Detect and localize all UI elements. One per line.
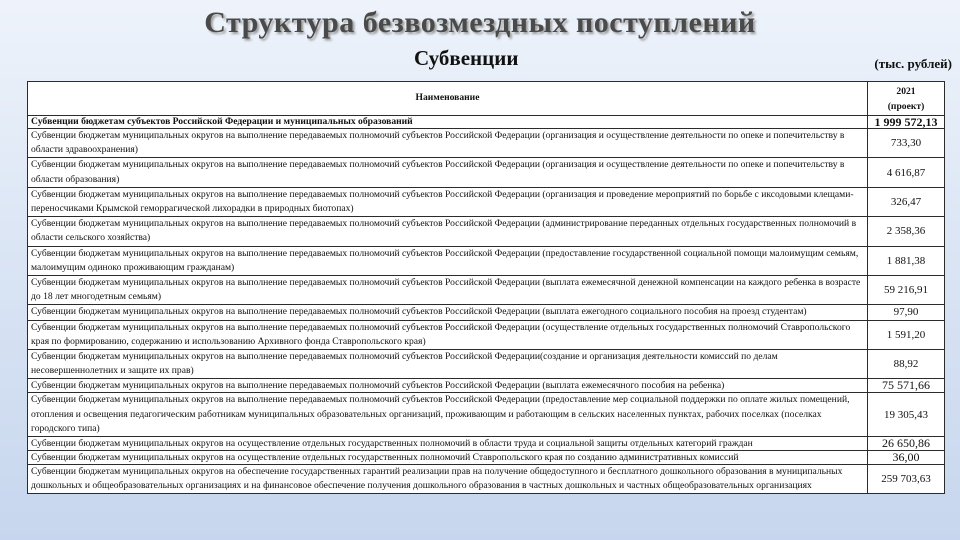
row-value: 88,92 (868, 350, 945, 379)
row-value: 1 881,38 (868, 246, 945, 275)
row-value: 326,47 (868, 187, 945, 216)
subventions-table (27, 81, 945, 494)
row-name: Субвенции бюджетам муниципальных округов на осуществление отдельных государственных полномочий в области труда и социальной защиты отдельных категорий граждан (28, 437, 868, 451)
header-year-label: 2021 (896, 85, 916, 97)
table-row (28, 246, 945, 275)
table-row (28, 465, 945, 494)
row-name: Субвенции бюджетам муниципальных округов на выполнение передаваемых полномочий субъектов Российской Федерации (организация и проведение мероприятий по борьбе с иксодовыми клещами-переносчиками Крымской геморрагической лихорадки в природных биотопах) (28, 187, 868, 216)
table-row (28, 320, 945, 349)
row-name: Субвенции бюджетам муниципальных округов на выполнение передаваемых полномочий субъектов Российской Федерации (предоставление государственной социальной помощи малоимущим семьям, малоимущим одиноко проживающим гражданам) (28, 246, 868, 275)
table-row (28, 437, 945, 451)
row-value: 1 591,20 (868, 320, 945, 349)
total-name: Субвенции бюджетам субъектов Российской Федерации и муниципальных образований (28, 116, 868, 129)
row-value: 59 216,91 (868, 276, 945, 305)
row-value: 75 571,66 (868, 379, 945, 393)
row-value: 36,00 (868, 451, 945, 465)
table-row (28, 379, 945, 393)
row-value: 4 616,87 (868, 158, 945, 187)
row-name: Субвенции бюджетам муниципальных округов на обеспечение государственных гарантий реализации прав на получение общедоступного и бесплатного дошкольного образования в муниципальных дошкольных и общеобразовательных организациях и на финансовое обеспечение получения дошкольного образования в частных дошкольных и частных общеобразовательных организациях (28, 465, 868, 494)
row-value: 26 650,86 (868, 437, 945, 451)
table-row (28, 158, 945, 187)
row-name: Субвенции бюджетам муниципальных округов на выполнение передаваемых полномочий субъектов Российской Федерации (организация и осуществление деятельности по опеке и попечительству в области образования) (28, 158, 868, 187)
table-row (28, 129, 945, 158)
row-value: 259 703,63 (868, 465, 945, 494)
units-label: (тыс. рублей) (874, 56, 952, 71)
row-name: Субвенции бюджетам муниципальных округов на осуществление отдельных государственных полномочий Ставропольского края по созданию административных комиссий (28, 451, 868, 465)
total-row (28, 116, 945, 129)
row-name: Субвенции бюджетам муниципальных округов на выполнение передаваемых полномочий субъектов Российской Федерации (осуществление отдельных государственных полномочий Ставропольского края по формированию, содержанию и использованию Архивного фонда Ставропольского края) (28, 320, 868, 349)
table-row (28, 451, 945, 465)
page-subtitle: Субвенции (414, 46, 519, 70)
row-value: 733,30 (868, 129, 945, 158)
table-row (28, 217, 945, 246)
row-name: Субвенции бюджетам муниципальных округов на выполнение передаваемых полномочий субъектов Российской Федерации (выплата ежемесячной денежной компенсации на каждого ребенка в возрасте до 18 лет многодетным семьям) (28, 276, 868, 305)
row-name: Субвенции бюджетам муниципальных округов на выполнение передаваемых полномочий субъектов Российской Федерации (предоставление мер социальной поддержки по оплате жилых помещений, отопления и освещения педагогическим работникам муниципальных образовательных организаций, проживающим и работающим в сельских населенных пунктах, рабочих поселках (поселках городского типа) (28, 393, 868, 437)
total-value: 1 999 572,13 (868, 116, 945, 129)
header-name: Наименование (28, 82, 868, 116)
header-year (868, 82, 945, 116)
table-row (28, 393, 945, 437)
row-value: 2 358,36 (868, 217, 945, 246)
row-value: 97,90 (868, 305, 945, 320)
row-name: Субвенции бюджетам муниципальных округов на выполнение передаваемых полномочий субъектов Российской Федерации(создание и организация деятельности комиссий по делам несовершеннолетних и защите их прав) (28, 350, 868, 379)
header-year-note: (проект) (887, 100, 925, 112)
table-header-row (28, 82, 945, 116)
row-name: Субвенции бюджетам муниципальных округов на выполнение передаваемых полномочий субъектов Российской Федерации (администрирование переданных отдельных государственных полномочий в области сельского хозяйства) (28, 217, 868, 246)
table-row (28, 350, 945, 379)
page-title: Структура безвозмездных поступлений (204, 6, 756, 39)
table-row (28, 187, 945, 216)
table-row (28, 276, 945, 305)
table-row (28, 305, 945, 320)
row-name: Субвенции бюджетам муниципальных округов на выполнение передаваемых полномочий субъектов Российской Федерации (организация и осуществление деятельности по опеке и попечительству в области здравоохранения) (28, 129, 868, 158)
row-name: Субвенции бюджетам муниципальных округов на выполнение передаваемых полномочий субъектов Российской Федерации (выплата ежемесячного пособия на ребенка) (28, 379, 868, 393)
row-name: Субвенции бюджетам муниципальных округов на выполнение передаваемых полномочий субъектов Российской Федерации (выплата ежегодного социального пособия на проезд студентам) (28, 305, 868, 320)
row-value: 19 305,43 (868, 393, 945, 437)
